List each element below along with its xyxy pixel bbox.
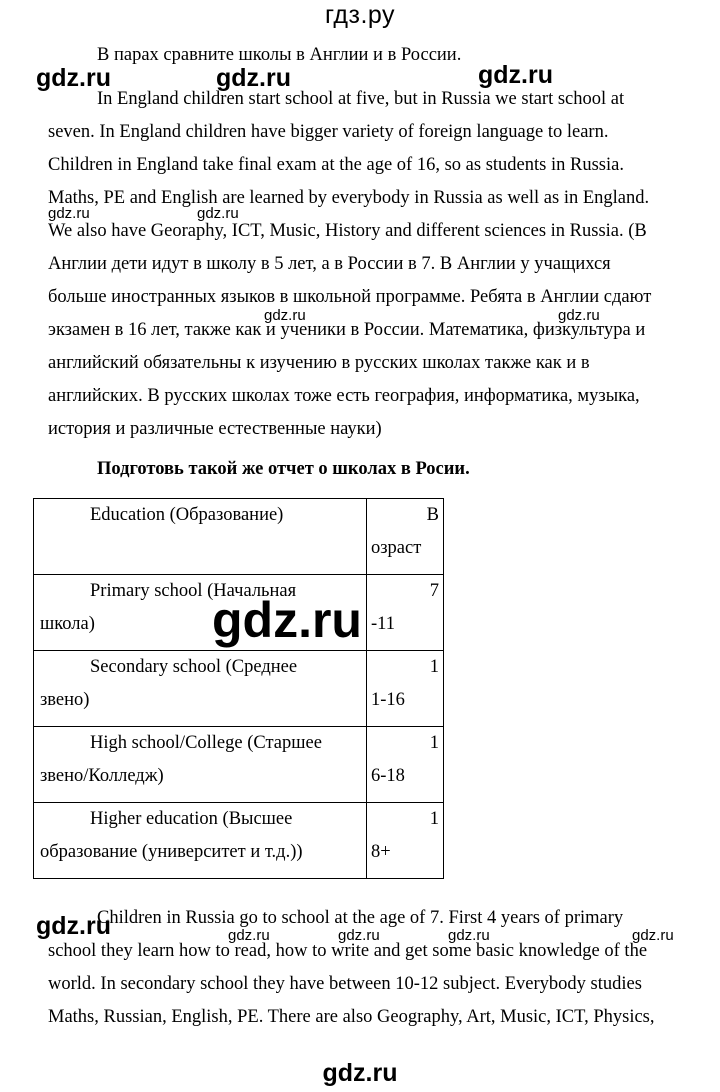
table-cell-age: 1 8+ [367,803,444,879]
watermark: gdz.ru [36,64,111,92]
education-table [33,498,444,879]
watermark: gdz.ru [36,912,111,940]
watermark: gdz.ru [448,927,490,944]
paragraph-line: английский обязательны к изучению в русских школах также как и в [48,353,590,373]
paragraph-line: больше иностранных языков в школьной программе. Ребята в Англии сдают [48,287,652,307]
paragraph-line: We also have Georaphy, ICT, Music, History and different sciences in Russia. (В [48,221,647,241]
paragraph-line: In England children start school at five, but in Russia we start school at [97,89,625,109]
paragraph-line: английских. В русских школах тоже есть география, информатика, музыка, [48,386,640,406]
paragraph-line: world. In secondary school they have between 10-12 subject. Everybody studies [48,974,642,994]
paragraph-line: Maths, PE and English are learned by everybody in Russia as well as in England. [48,188,650,208]
table-header-row [34,499,444,575]
answer-paragraph-2 [48,902,688,1034]
table-cell-age: 1 6-18 [367,727,444,803]
watermark: gdz.ru [632,927,674,944]
table-cell-stage: Higher education (Высшее образование (университет и т.д.)) [34,803,367,879]
table-header-education: Education (Образование) [34,499,367,575]
watermark: gdz.ru [338,927,380,944]
table-header-age: В озраст [367,499,444,575]
watermark: gdz.ru [228,927,270,944]
exercise-instruction: В парах сравните школы в Англии и в России. [97,45,462,65]
watermark: gdz.ru [212,592,362,648]
paragraph-line: seven. In England children have bigger variety of foreign language to learn. [48,122,609,142]
table-cell-stage: Secondary school (Среднее звено) [34,651,367,727]
site-footer-title: gdz.ru [322,1059,398,1087]
watermark: gdz.ru [558,307,600,324]
table-cell-stage: Primary school (Начальная школа) [34,575,367,651]
paragraph-line: история и различные естественные науки) [48,419,382,439]
paragraph-line: Children in England take final exam at the age of 16, so as students in Russia. [48,155,624,175]
table-row [34,651,444,727]
task-heading: Подготовь такой же отчет о школах в Росии. [97,459,470,479]
table-cell-stage: High school/College (Старшее звено/Колледж) [34,727,367,803]
paragraph-line: экзамен в 16 лет, также как и ученики в России. Математика, физкультура и [48,320,646,340]
paragraph-line: Maths, Russian, English, PE. There are also Geography, Art, Music, ICT, Physics, [48,1007,655,1027]
table-cell-age: 1 1-16 [367,651,444,727]
table-cell-age: 7 -11 [367,575,444,651]
site-header-title: гдз.ру [324,1,396,29]
watermark: gdz.ru [197,205,239,222]
watermark: gdz.ru [264,307,306,324]
answer-paragraph-1 [48,83,688,446]
paragraph-line: Children in Russia go to school at the age of 7. First 4 years of primary [97,908,624,928]
table-row [34,727,444,803]
table-row [34,803,444,879]
watermark: gdz.ru [216,64,291,92]
paragraph-line: Англии дети идут в школу в 5 лет, а в России в 7. В Англии у учащихся [48,254,611,274]
paragraph-line: school they learn how to read, how to write and get some basic knowledge of the [48,941,648,961]
watermark: gdz.ru [478,61,553,89]
watermark: gdz.ru [48,205,90,222]
